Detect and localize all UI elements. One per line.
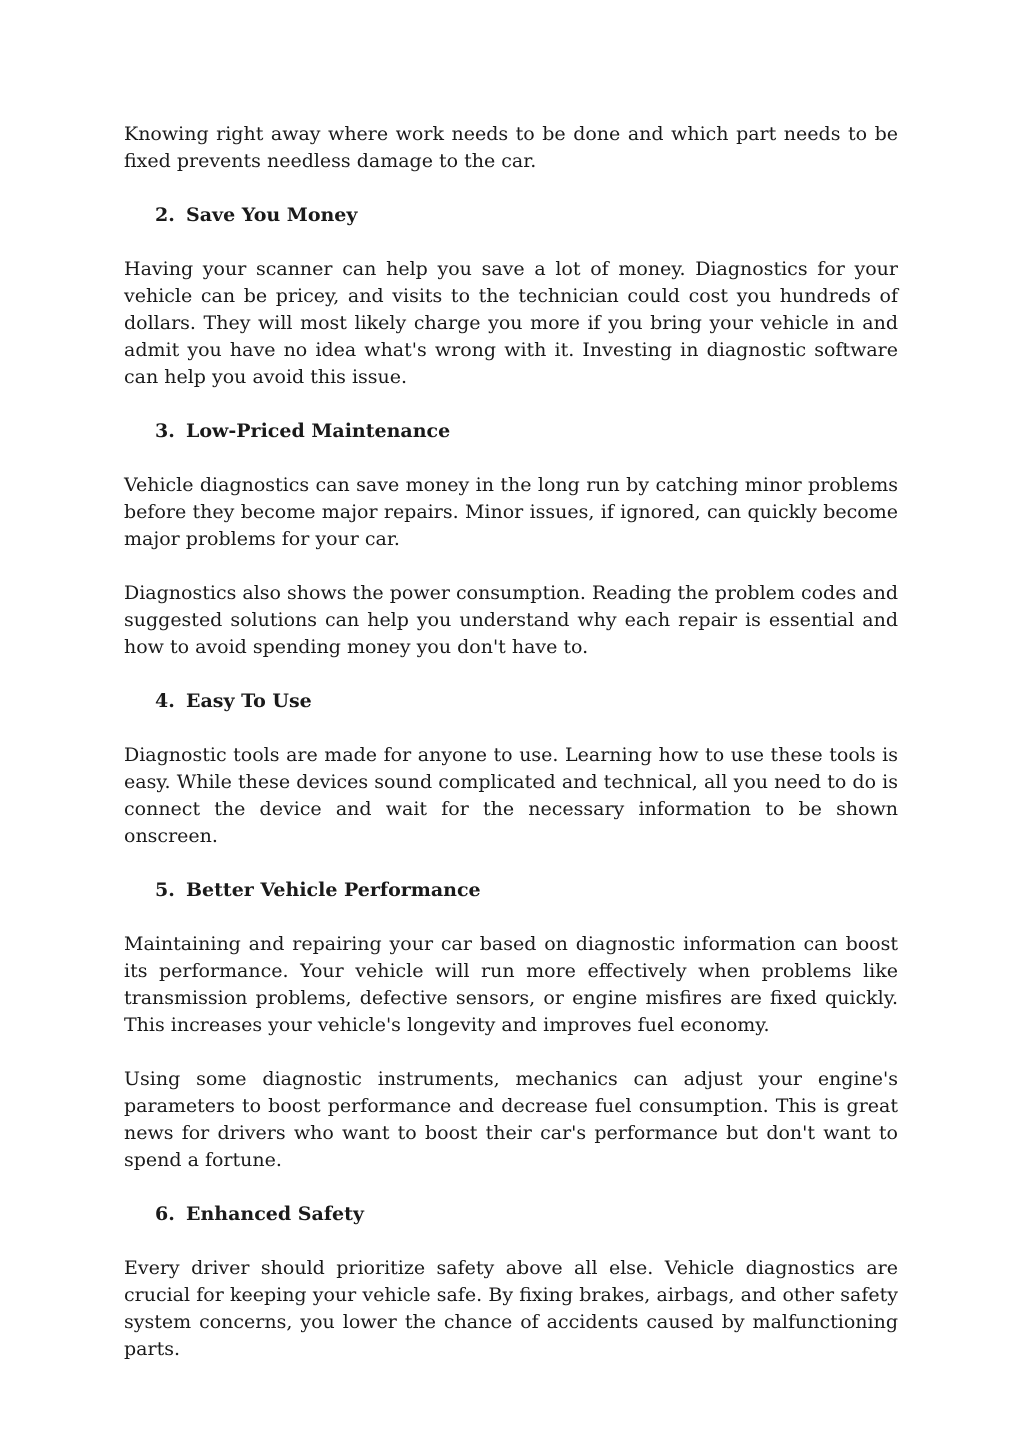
heading-title: Low-Priced Maintenance	[186, 420, 451, 442]
heading-number: 6.	[155, 1203, 175, 1225]
heading-title: Enhanced Safety	[186, 1203, 364, 1225]
intro-paragraph: Knowing right away where work needs to be done and which part needs to be fixed prevents needless damage to the car.	[124, 123, 898, 172]
easy-to-use-paragraph: Diagnostic tools are made for anyone to use. Learning how to use these tools is easy. While these devices sound complicated and technical, all you need to do is connect the device and wait for the necessary information to be shown onscreen.	[124, 744, 898, 847]
heading-title: Easy To Use	[186, 690, 312, 712]
save-money-paragraph: Having your scanner can help you save a lot of money. Diagnostics for your vehicle can be pricey, and visits to the technician could cost you hundreds of dollars. They will most likely charge you more if you bring your vehicle in and admit you have no idea what's wrong with it. Investing in diagnostic software can help you avoid this issue.	[124, 258, 898, 388]
heading-low-priced-maintenance	[124, 418, 898, 445]
maintenance-paragraph-1: Vehicle diagnostics can save money in the long run by catching minor problems before they become major repairs. Minor issues, if ignored, can quickly become major problems for your car.	[124, 474, 898, 550]
heading-save-you-money	[124, 202, 898, 229]
heading-easy-to-use	[124, 688, 898, 715]
heading-number: 3.	[155, 420, 175, 442]
heading-better-vehicle-performance	[124, 877, 898, 904]
heading-number: 2.	[155, 204, 175, 226]
heading-number: 5.	[155, 879, 175, 901]
heading-number: 4.	[155, 690, 175, 712]
maintenance-paragraph-2: Diagnostics also shows the power consumption. Reading the problem codes and suggested solutions can help you understand why each repair is essential and how to avoid spending money you don't have to.	[124, 582, 898, 658]
performance-paragraph-1: Maintaining and repairing your car based on diagnostic information can boost its performance. Your vehicle will run more effectively when problems like transmission problems, defective sensors, or engine misfires are fixed quickly. This increases your vehicle's longevity and improves fuel economy.	[124, 933, 898, 1036]
safety-paragraph: Every driver should prioritize safety above all else. Vehicle diagnostics are crucial for keeping your vehicle safe. By fixing brakes, airbags, and other safety system concerns, you lower the chance of accidents caused by malfunctioning parts.	[124, 1257, 898, 1360]
heading-enhanced-safety	[124, 1201, 898, 1228]
document-page	[124, 121, 898, 1390]
heading-title: Save You Money	[186, 204, 358, 226]
performance-paragraph-2: Using some diagnostic instruments, mechanics can adjust your engine's parameters to boost performance and decrease fuel consumption. This is great news for drivers who want to boost their car's performance but don't want to spend a fortune.	[124, 1068, 898, 1171]
heading-title: Better Vehicle Performance	[186, 879, 481, 901]
